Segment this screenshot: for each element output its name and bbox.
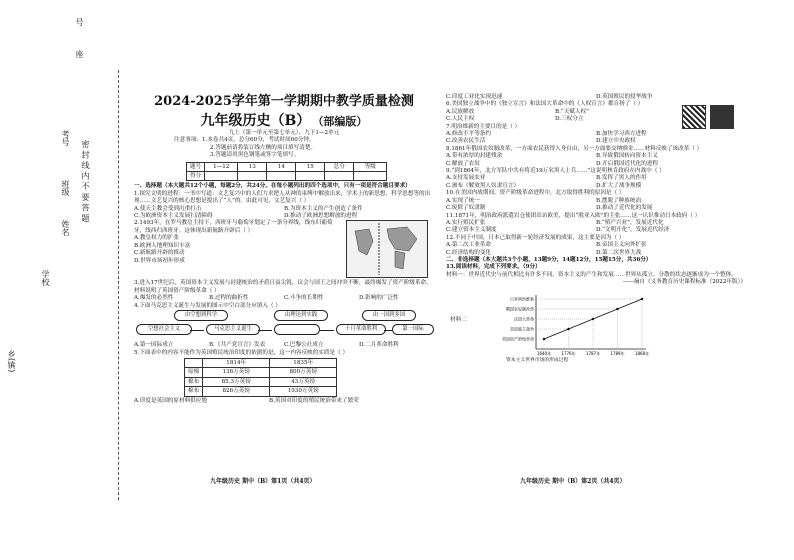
table-cell: 1930万英镑 — [270, 387, 337, 396]
field-school: 学校 — [41, 270, 50, 286]
table-cell: 85.3万英镑 — [203, 377, 270, 386]
binding-line — [118, 70, 119, 500]
part2-heading: 二、非选择题（本大题共3个小题，13题9分，14题12分，15题15分，共36分） — [446, 256, 652, 263]
material-1-source: ——摘自《义务教育历史课程标准（2022年版）》 — [622, 279, 746, 286]
table-cell: 14 — [267, 162, 296, 171]
table-cell: 1814年 — [203, 358, 270, 367]
edition-label: （部编版） — [312, 115, 368, 128]
q4-flow-diagram — [134, 310, 434, 342]
y-tick-label: 法国大革命 — [514, 316, 534, 322]
flow-node-blank — [274, 324, 320, 335]
option[interactable]: A.使天主教会受到沉重打击 — [134, 205, 202, 212]
table-cell: 题号 — [187, 162, 205, 171]
option[interactable]: B.过程的曲折性 — [209, 295, 249, 302]
option[interactable]: B.导致俄国转向资本主义 — [596, 153, 658, 160]
q6-q7-block — [446, 101, 746, 131]
option[interactable]: B.《共产党宣言》发表 — [209, 342, 266, 349]
x-tick-label: 1640年 — [536, 350, 552, 356]
flow-top-3: 由一国到多国 — [362, 310, 416, 321]
flow-node-3: 十月革命胜利 — [336, 324, 386, 335]
option[interactable]: D.推动了欧洲思想解放的进程 — [284, 213, 358, 220]
score-cell[interactable] — [325, 172, 354, 181]
data-point — [543, 337, 545, 339]
field-exam-no: 考号 — [61, 130, 70, 146]
q12-stem: 12.不同于中国，日本已取得新一轮经济发展的成果，这主要是因为（ ） — [446, 234, 625, 241]
option[interactable]: C.斗争的长期性 — [284, 295, 324, 302]
material-2-block — [446, 287, 746, 363]
option[interactable]: A.教皇权力的扩张 — [134, 235, 179, 242]
option[interactable]: B.英国对印度的殖民统治带来了繁荣 — [269, 397, 359, 404]
material-2-label: 材料二 — [450, 316, 467, 323]
exam-scope: 九上（第一单元至第七单元）、九下1—2单元 — [228, 130, 340, 136]
table-cell: 总分 — [325, 162, 354, 171]
q3-options — [134, 295, 434, 302]
q1-stem: 1.探究文明的进程：一书中写道：文艺复兴中的人们力求把人从神的束缚中解放出来，学术上的新思想，科学思想等的出现……文艺复兴的核心思想是提出了“人”的。由此可见，文艺复兴（ ） — [134, 190, 431, 205]
option[interactable]: D.“文明开化”，发展近代经济 — [596, 227, 670, 234]
x-tick-label: 1787年 — [585, 350, 601, 356]
flow-node-4: 第一国际 — [392, 324, 434, 335]
data-point — [641, 297, 643, 299]
flow-node-2: 马克思主义诞生 — [206, 324, 260, 335]
x-tick-label: 1776年 — [561, 350, 576, 356]
option[interactable]: B.摆脱了种族统治 — [596, 197, 642, 204]
option[interactable]: A.民族解放 — [446, 108, 475, 115]
score-cell[interactable] — [296, 172, 325, 181]
option[interactable]: C.建立资本主义制度 — [446, 227, 497, 234]
flow-arrow — [384, 330, 392, 331]
q4-options — [134, 342, 434, 349]
subject-title: 九年级历史（B） — [200, 113, 311, 129]
note-1: 注意事项：1.本卷共4页，总分60分，考试时间60分钟。 — [174, 137, 315, 144]
option[interactable]: A.印度是英国的原材料供应地 — [134, 397, 207, 404]
data-point — [567, 327, 569, 329]
option[interactable]: A.第一国际成立 — [134, 342, 174, 349]
table-cell: 1835年 — [270, 358, 337, 367]
q3-stem: 3.进入17世纪后，英国资本主义发展与封建统治的矛盾日益尖锐，议会与国王之间冲突不断，最终爆发了资产阶级革命。材料说明了英国资产阶级革命（ ） — [134, 280, 432, 294]
binding-note: 密 封 线 内 不 要 答 题 — [81, 140, 90, 222]
q9-options — [446, 175, 746, 190]
score-table — [186, 162, 387, 182]
option[interactable]: C.解放了农奴 — [446, 160, 480, 167]
option[interactable]: B.加快学习西方进程 — [596, 131, 647, 138]
option[interactable]: A.支持发展农业 — [446, 175, 486, 182]
option[interactable]: C.新航路开辟的推动 — [134, 250, 185, 257]
logo-icon — [710, 105, 734, 129]
option[interactable]: A.修改不平等条约 — [446, 131, 491, 138]
option[interactable]: D.影响的广泛性 — [359, 295, 399, 302]
q1-options — [134, 206, 434, 221]
table-cell: 得分 — [187, 172, 205, 181]
page-right — [446, 94, 746, 363]
flow-top-1: 由空想到科学 — [174, 310, 228, 321]
option[interactable]: D.推动了近代化的发展 — [596, 205, 653, 212]
note-3: 3.答题请用黑色钢笔或签字笔填写。 — [210, 152, 300, 159]
q7-stem: 7.明治维新的主要目的是（ ） — [446, 123, 521, 130]
q11-options — [446, 220, 746, 235]
score-cell[interactable] — [267, 172, 296, 181]
q12-options — [446, 242, 746, 257]
q8-options — [446, 153, 746, 168]
score-cell[interactable] — [205, 172, 238, 181]
score-table-row — [187, 172, 387, 181]
market-chart — [480, 287, 660, 363]
part1-heading: 一、选择题（本大题共12个小题，每题2分，共24分。在每小题列出的四个选项中，只有一项是符合题目要求） — [134, 183, 411, 190]
option[interactable]: D.建立中央政权 — [596, 138, 636, 145]
world-map-image — [346, 220, 428, 278]
footer-left: 九年级历史 期中（B）第1页（共4页） — [210, 478, 316, 485]
q5-options — [134, 398, 434, 405]
exam-title: 2024-2025学年第一学期期中教学质量检测 — [154, 94, 414, 109]
q5-table — [184, 358, 337, 397]
x-tick-label: 1789年 — [610, 350, 625, 356]
y-tick-label: 俄国农奴制改革 — [506, 306, 534, 312]
footer-right: 九年级历史 期中（B）第2页（共4页） — [520, 478, 626, 485]
subject-line — [134, 112, 434, 130]
option[interactable]: B.为资本主义的产生创造了条件 — [284, 205, 363, 212]
field-seat: 座 — [75, 50, 84, 58]
q5-stem: 5.下面表中的内容不能作为英国殖民统治印度的依据的是，这一内容反映的实质是（ ） — [134, 349, 349, 356]
q10-stem: 10.在美国内战期间，资产阶级革命进程中，北方取得胜利的原因是（ ） — [446, 190, 625, 197]
option[interactable]: D.开启俄国近代化的进程 — [596, 160, 659, 167]
q10-options — [446, 198, 746, 213]
table-cell — [185, 358, 203, 367]
flow-top-2: 由理论到实践 — [274, 310, 328, 321]
flow-node-1: 空想社会主义 — [136, 324, 192, 335]
data-point — [616, 307, 618, 309]
table-cell: 43万英镑 — [270, 377, 337, 386]
option[interactable]: A.爆发的必然性 — [134, 295, 174, 302]
table-cell: 棉布 — [185, 387, 203, 396]
option[interactable]: A.实行殖民扩张 — [446, 219, 486, 226]
data-point — [592, 317, 594, 319]
table-cell: 1—12 — [205, 162, 238, 171]
table-cell: 826万英镑 — [203, 387, 270, 396]
table-cell: 13 — [238, 162, 267, 171]
option[interactable]: B.帝国主义向外扩张 — [596, 242, 647, 249]
field-name: 姓名 — [61, 220, 70, 236]
chart-title: 资本主义世界市场的形成过程 — [506, 357, 569, 363]
option[interactable]: C.巴黎公社成立 — [284, 342, 324, 349]
option[interactable]: D.三权分立 — [555, 116, 584, 123]
q9-stem: 9.“到1864年，北方军队中共有将近19万名黑人士兵……”这说明林肯政府在内战中（ ） — [446, 168, 665, 175]
option[interactable]: B.“殖产兴业”，发展近代化 — [596, 219, 664, 226]
option[interactable]: C.人民主权 — [446, 116, 475, 123]
y-tick-label: 美国独立战争 — [510, 326, 534, 332]
q2-block — [134, 220, 434, 280]
option[interactable]: D.二月革命胜利 — [359, 342, 399, 349]
option[interactable]: C.颁布《解放黑人奴隶宣言》 — [446, 182, 519, 189]
y-tick-label: 英国资产阶级革命 — [502, 336, 534, 342]
option[interactable]: C.为欧洲资本主义发展扫清障碍 — [134, 213, 213, 220]
field-class: 班级 — [61, 180, 70, 196]
binding-strip — [0, 18, 125, 500]
field-town: 乡(镇) — [7, 350, 16, 373]
table-cell: 800万英镑 — [270, 368, 337, 377]
q8-stem: 8.1861年俄国农奴制改革，一方面农民获得人身自由，另一方面要交纳赎金……材料反映了该改革（ ） — [446, 145, 703, 152]
q13-stem: 13.阅读材料，完成下列要求。（9分） — [446, 264, 541, 271]
q11-stem: 11.1871年，明治政府派遣岩仓使团出访欧美，提出“脱亚入欧”的主张……这一认识推动日本政府（ ） — [446, 212, 701, 219]
score-cell[interactable] — [238, 172, 267, 181]
option[interactable]: A.带有浓厚的封建残余 — [446, 153, 503, 160]
table-cell: 136万英镑 — [203, 368, 270, 377]
qr-code-icon — [682, 105, 706, 129]
score-table-header — [187, 162, 387, 171]
flow-arrow — [190, 330, 204, 331]
option[interactable]: A.第二次工业革命 — [446, 242, 491, 249]
option[interactable]: B.“天赋人权” — [555, 108, 589, 115]
table-cell: 原棉 — [185, 368, 203, 377]
option[interactable]: C.改善农民生活 — [446, 138, 486, 145]
option[interactable]: D.扩大了战争规模 — [596, 182, 642, 189]
material-1: 材料一：世界近代史与前代相比有许多不同，资本主义的产生和发展……世界从孤立、分散的状态逐渐成为一个整体。 — [446, 271, 737, 278]
q2-stem: 2.1493年，在罗马教皇主持下，西班牙与葡萄牙划定了一条分界线，线东归葡萄牙，线西归西班牙。这体现出新航路开辟后（ ） — [134, 220, 333, 234]
q4-stem: 4.下面马克思主义诞生与发展的图示中空白部分应填入（ ） — [134, 302, 281, 309]
option[interactable]: C.废除了奴隶制 — [446, 205, 486, 212]
option[interactable]: C.经济结构的变化 — [446, 249, 492, 256]
note-2: 2.答题前请将装订线左侧的项目填写清楚。 — [210, 144, 317, 151]
table-cell: 15 — [296, 162, 325, 171]
x-tick-label: 1868年 — [634, 350, 650, 356]
table-cell: 棉布 — [185, 377, 203, 386]
option[interactable]: D.世界市场初步形成 — [134, 257, 185, 264]
table-cell: 等级 — [354, 162, 387, 171]
q7-options — [446, 131, 746, 146]
map-icon — [347, 221, 427, 277]
option[interactable]: D.第二次世界大战 — [596, 249, 642, 256]
flow-arrow — [258, 330, 272, 331]
option[interactable]: B.欧洲人地理知识丰富 — [134, 242, 191, 249]
y-tick-label: 日本明治维新 — [510, 296, 534, 302]
option[interactable]: A.实现了统一 — [446, 197, 480, 204]
option[interactable]: D.英国殖民的侵华战争 — [596, 94, 653, 100]
score-cell[interactable] — [354, 172, 387, 181]
q2-options — [134, 235, 339, 265]
option[interactable]: C.印度工业化实现迅速 — [446, 94, 503, 100]
flow-arrow — [320, 330, 334, 331]
field-seat-hao: 号 — [75, 18, 84, 26]
option[interactable]: B.发挥了黑人的作用 — [596, 175, 647, 182]
q6-stem: 6.美国独立战争中的《独立宣言》和法国大革命中的《人权宣言》都宣扬了（ ） — [446, 101, 644, 108]
page-left — [134, 94, 434, 405]
q6-options — [446, 109, 664, 124]
